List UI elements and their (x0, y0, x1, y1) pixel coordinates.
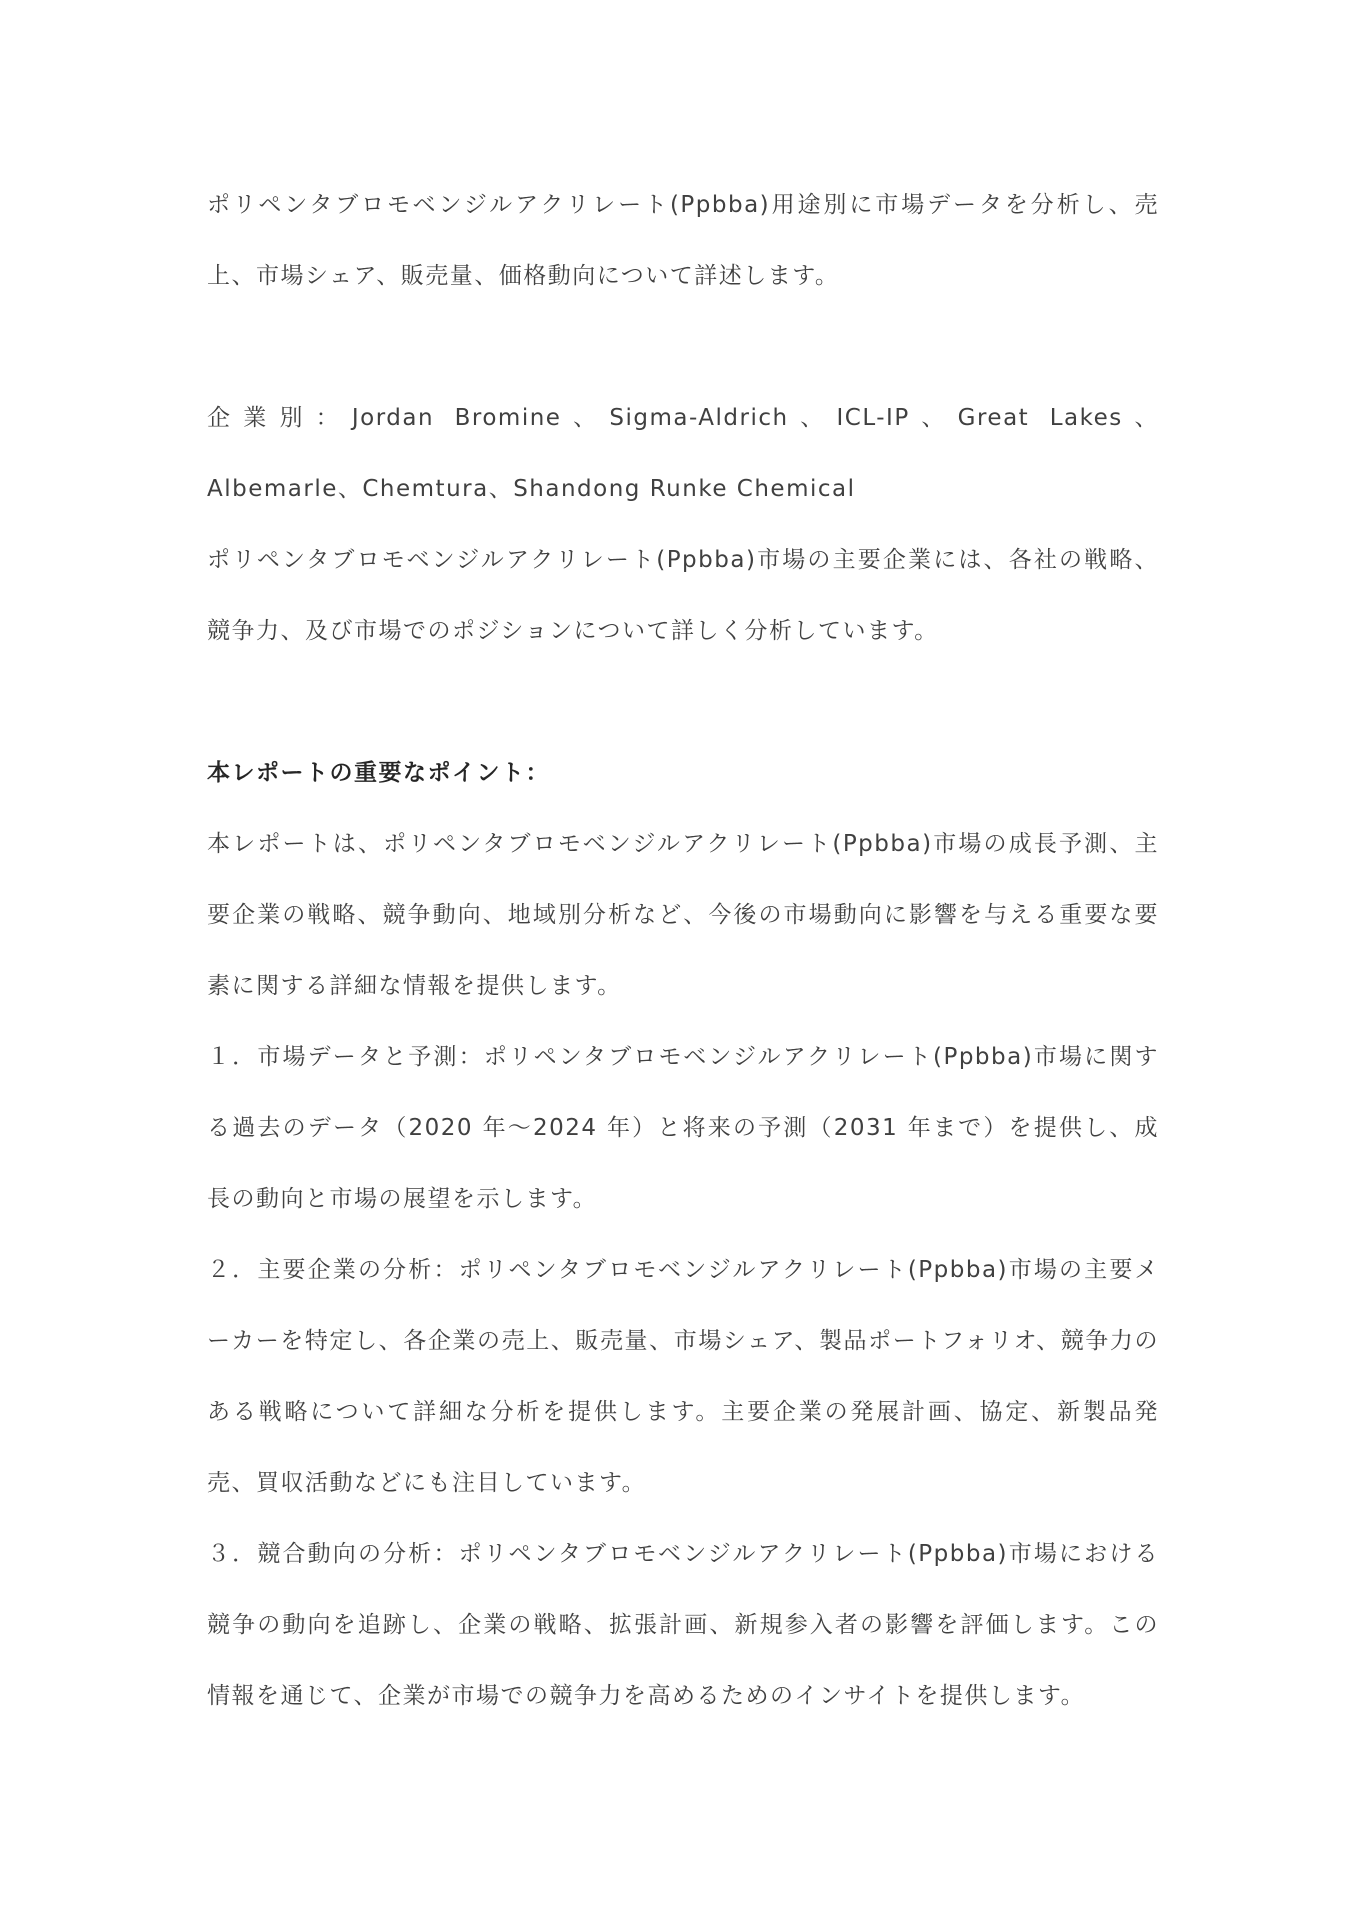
section-heading: 本レポートの重要なポイント： (207, 760, 550, 786)
paragraph-gap (207, 312, 1159, 383)
paragraph-gap (207, 667, 1159, 738)
point-competition-analysis: ３．競合動向の分析：ポリペンタブロモベンジルアクリレート(Ppbba)市場における競争の動向を追跡し、企業の戦略、拡張計画、新規参入者の影響を評価します。この情報を通じて、企業が市場での競争力を高めるためのインサイトを提供します。 (207, 1541, 1159, 1709)
point-market-data: １．市場データと予測：ポリペンタブロモベンジルアクリレート(Ppbba)市場に関する過去のデータ（2020 年～2024 年）と将来の予測（2031 年まで）を提供し、成長の動向と市場の展望を示します。 (207, 1044, 1159, 1212)
point-company-analysis: ２．主要企業の分析：ポリペンタブロモベンジルアクリレート(Ppbba)市場の主要メーカーを特定し、各企業の売上、販売量、市場シェア、製品ポートフォリオ、競争力のある戦略について詳細な分析を提供します。主要企業の発展計画、協定、新製品発売、買収活動などにも注目しています。 (207, 1257, 1159, 1496)
paragraph-usage: ポリペンタブロモベンジルアクリレート(Ppbba)用途別に市場データを分析し、売上、市場シェア、販売量、価格動向について詳述します。 (207, 192, 1159, 289)
paragraph-companies: 企業別：Jordan Bromine、Sigma-Aldrich、ICL-IP、Great Lakes、Albemarle、Chemtura、Shandong Runke Chemical (207, 405, 1159, 502)
document-body (207, 170, 1159, 1732)
paragraph-intro: 本レポートは、ポリペンタブロモベンジルアクリレート(Ppbba)市場の成長予測、主要企業の戦略、競争動向、地域別分析など、今後の市場動向に影響を与える重要な要素に関する詳細な情報を提供します。 (207, 831, 1159, 999)
paragraph-companies-analysis: ポリペンタブロモベンジルアクリレート(Ppbba)市場の主要企業には、各社の戦略、競争力、及び市場でのポジションについて詳しく分析しています。 (207, 547, 1159, 644)
